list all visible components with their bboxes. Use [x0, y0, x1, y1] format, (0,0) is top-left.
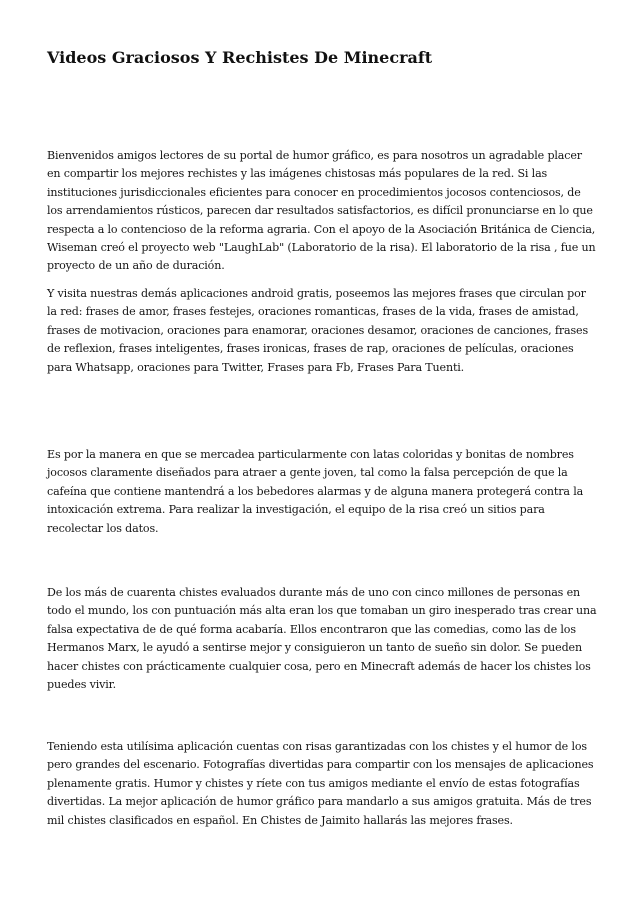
document-page — [47, 0, 597, 903]
paragraph-5: Teniendo esta utilísima aplicación cuentas con risas garantizadas con los chistes y el humor de los pero grandes del escenario. Fotografías divertidas para compartir con los mensajes de aplicaciones plenamente gratis. Humor y chistes y ríete con tus amigos mediante el envío de estas fotografías divertidas. La mejor aplicación de humor gráfico para mandarlo a sus amigos gratuita. Más de tres mil chistes clasificados en español. En Chistes de Jaimito hallarás las mejores frases. — [47, 740, 594, 827]
paragraph-4: De los más de cuarenta chistes evaluados durante más de uno con cinco millones de personas en todo el mundo, los con puntuación más alta eran los que tomaban un giro inesperado tras crear una falsa expectativa de de qué forma acabaría. Ellos encontraron que las comedias, como las de los Hermanos Marx, le ayudó a sentirse mejor y consiguieron un tanto de sueño sin dolor. Se pueden hacer chistes con prácticamente cualquier cosa, pero en Minecraft además de hacer los chistes los puedes vivir. — [47, 586, 597, 692]
paragraph-1: Bienvenidos amigos lectores de su portal de humor gráfico, es para nosotros un agradable placer en compartir los mejores rechistes y las imágenes chistosas más populares de la red. Si las instituciones jurisdiccionales eficientes para conocer en procedimientos jocosos contenciosos, de los arrendamientos rústicos, parecen dar resultados satisfactorios, es difícil pronunciarse en lo que respecta a lo contencioso de la reforma agraria. Con el apoyo de la Asociación Británica de Ciencia, Wiseman creó el proyecto web "LaughLab" (Laboratorio de la risa). El laboratorio de la risa , fue un proyecto de un año de duración. — [47, 149, 596, 273]
paragraph-3: Es por la manera en que se mercadea particularmente con latas coloridas y bonitas de nombres jocosos claramente diseñados para atraer a gente joven, tal como la falsa percepción de que la cafeína que contiene mantendrá a los bebedores alarmas y de alguna manera protegerá contra la intoxicación extrema. Para realizar la investigación, el equipo de la risa creó un sitios para recolectar los datos. — [47, 448, 584, 535]
document-title: Videos Graciosos Y Rechistes De Minecraft — [47, 48, 433, 67]
paragraph-2: Y visita nuestras demás aplicaciones android gratis, poseemos las mejores frases que circulan por la red: frases de amor, frases festejes, oraciones romanticas, frases de la vida, frases de amistad, frases de motivacion, oraciones para enamorar, oraciones desamor, oraciones de canciones, frases de reflexion, frases inteligentes, frases ironicas, frases de rap, oraciones de películas, oraciones para Whatsapp, oraciones para Twitter, Frases para Fb, Frases Para Tuenti. — [47, 287, 588, 374]
